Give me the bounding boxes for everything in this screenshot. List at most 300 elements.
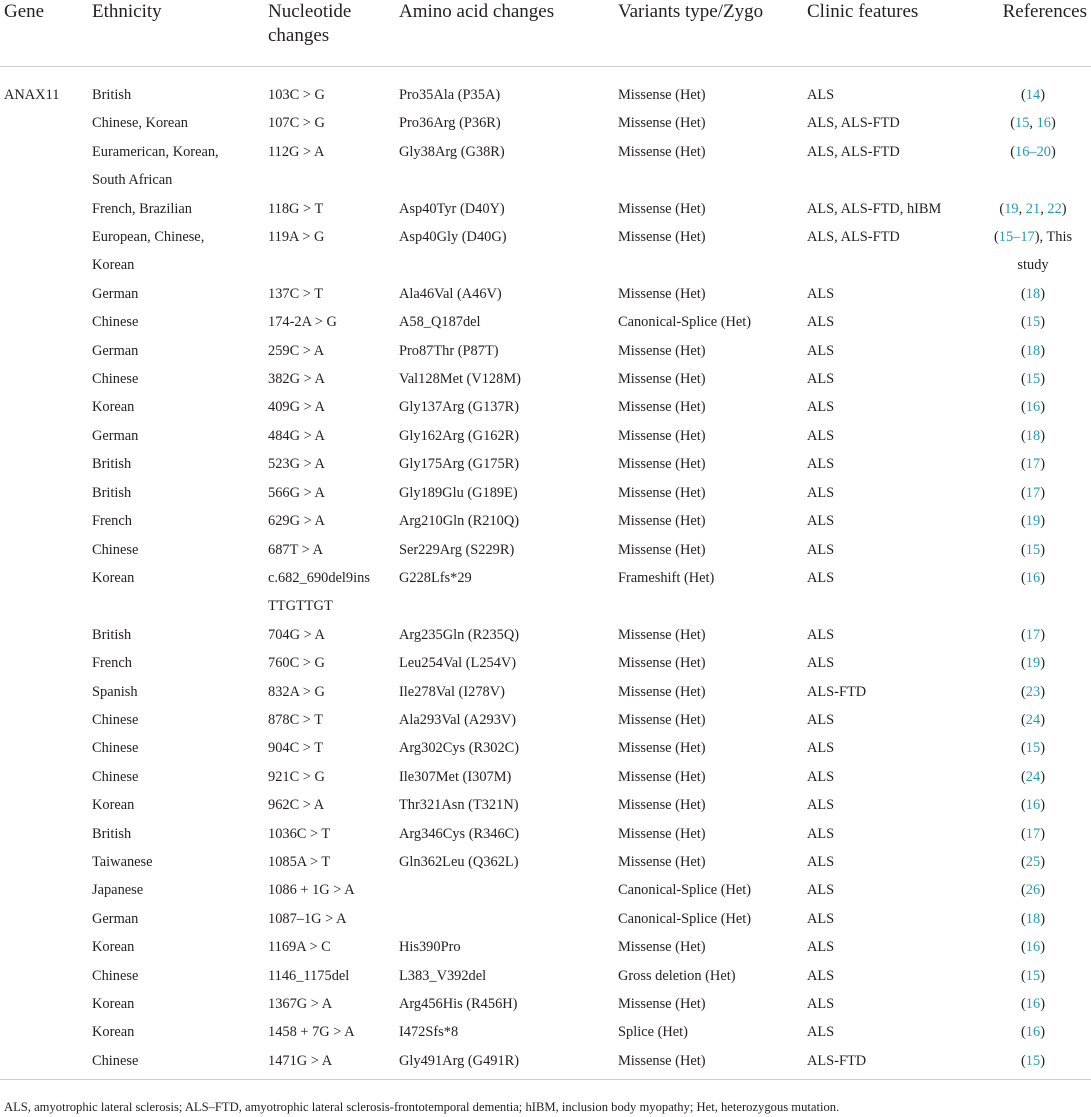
cell-gene (0, 791, 88, 819)
reference-link[interactable]: 14 (1025, 87, 1041, 103)
cell-line: Chinese (92, 1052, 139, 1069)
cell-line: Korean (92, 996, 135, 1012)
table-row (0, 706, 1091, 734)
cell-amino-acid: Arg456His (R456H) (399, 996, 518, 1012)
cell-nucleotide (264, 876, 395, 904)
cell-clinic: ALS (807, 456, 835, 473)
reference-link[interactable]: 15 (1025, 541, 1041, 558)
cell-clinic: ALS (807, 541, 835, 558)
reference-text: ) (1040, 853, 1045, 870)
reference-link[interactable]: 17 (1025, 456, 1041, 473)
cell-clinic: ALS (807, 740, 835, 757)
reference-link[interactable]: 19 (1025, 655, 1041, 672)
cell-line: Korean (92, 797, 135, 814)
reference-link[interactable]: 15 (1025, 371, 1041, 388)
reference-text: ) (1061, 200, 1067, 217)
cell-gene (0, 280, 88, 308)
cell-ethnicity (88, 1018, 264, 1046)
cell-ethnicity (88, 67, 264, 110)
cell-amino-acid: Asp40Tyr (D40Y) (399, 200, 505, 217)
cell-variant-type: Missense (Het) (618, 371, 706, 388)
cell-amino-acid (395, 876, 614, 904)
reference-link[interactable]: 26 (1025, 882, 1041, 899)
reference-text: , (1029, 115, 1037, 132)
reference-text: ( (1021, 87, 1026, 103)
cell-line: 118G > T (268, 200, 324, 217)
reference-text: ) (1040, 541, 1045, 558)
cell-clinic: ALS (807, 967, 835, 984)
table-row (0, 678, 1091, 706)
cell-variant-type: Canonical-Splice (Het) (618, 882, 752, 899)
cell-variant-type: Missense (Het) (618, 740, 706, 757)
cell-clinic: ALS (807, 910, 835, 927)
reference-text: ) (1040, 910, 1045, 927)
cell-line: Chinese (92, 541, 139, 558)
reference-link[interactable]: 18 (1025, 285, 1041, 302)
reference-link[interactable]: 22 (1047, 200, 1062, 217)
cell-gene (0, 536, 88, 564)
cell-ethnicity (88, 479, 264, 507)
reference-text: ( (1021, 711, 1026, 728)
cell-line: British (92, 87, 132, 103)
cell-line: South African (92, 172, 173, 189)
cell-amino-acid: Arg235Gln (R235Q) (399, 626, 520, 643)
cell-clinic: ALS-FTD (803, 1047, 975, 1080)
reference-text: ( (1021, 683, 1026, 700)
reference-link[interactable]: 16 (1025, 797, 1041, 814)
cell-line: Korean (92, 569, 135, 586)
cell-nucleotide (264, 280, 395, 308)
reference-link[interactable]: 16 (1036, 115, 1051, 132)
cell-ethnicity (88, 393, 264, 421)
cell-line: 409G > A (268, 399, 325, 416)
cell-ethnicity (88, 450, 264, 478)
cell-references (975, 990, 1091, 1018)
cell-clinic: ALS (807, 285, 835, 302)
cell-clinic: ALS (807, 314, 835, 331)
cell-amino-acid: Val128Met (V128M) (399, 371, 521, 388)
table-row (0, 848, 1091, 876)
reference-text: ) (1040, 371, 1045, 388)
cell-amino-acid: A58_Q187del (399, 314, 481, 331)
reference-text: ( (1021, 939, 1026, 956)
cell-amino-acid: Gly175Arg (G175R) (399, 456, 520, 473)
cell-references (975, 280, 1091, 308)
cell-amino-acid: Pro36Arg (P36R) (399, 115, 501, 132)
cell-nucleotide (264, 393, 395, 421)
cell-ethnicity (88, 990, 264, 1018)
cell-line: 962C > A (268, 797, 325, 814)
cell-nucleotide (264, 905, 395, 933)
cell-amino-acid: Gln362Leu (Q362L) (399, 853, 519, 870)
reference-text: ) (1040, 1024, 1045, 1041)
reference-link[interactable]: 18 (1025, 427, 1041, 444)
reference-link[interactable]: 25 (1025, 853, 1041, 870)
reference-link[interactable]: 15 (1025, 1052, 1041, 1069)
cell-line: Chinese (92, 967, 139, 984)
table-row (0, 393, 1091, 421)
cell-nucleotide (264, 933, 395, 961)
reference-text: ( (993, 229, 999, 246)
cell-amino-acid: Gly162Arg (G162R) (399, 427, 520, 444)
cell-gene (0, 422, 88, 450)
reference-link[interactable]: 16 (1025, 399, 1041, 416)
cell-nucleotide (264, 450, 395, 478)
reference-text: ) (1040, 740, 1045, 757)
cell-nucleotide (264, 734, 395, 762)
reference-link[interactable]: 16 (1025, 1024, 1041, 1041)
cell-gene (0, 763, 88, 791)
table-row (0, 933, 1091, 961)
cell-variant-type: Missense (Het) (614, 1047, 803, 1080)
cell-clinic: ALS (807, 939, 835, 956)
cell-gene (0, 365, 88, 393)
table-row (0, 507, 1091, 535)
cell-amino-acid: Arg302Cys (R302C) (399, 740, 520, 757)
reference-text: ) (1040, 513, 1045, 530)
cell-references (975, 905, 1091, 933)
table-row (0, 905, 1091, 933)
reference-text: ( (1021, 768, 1026, 785)
cell-amino-acid: Pro35Ala (P35A) (399, 87, 501, 103)
cell-gene (0, 848, 88, 876)
cell-variant-type: Missense (Het) (618, 825, 706, 842)
cell-line: 1169A > C (268, 939, 331, 956)
reference-link[interactable]: 19 (1004, 200, 1019, 217)
cell-line: TTGTTGT (268, 598, 333, 615)
reference-text: ( (1021, 655, 1026, 672)
reference-link[interactable]: 15 (1015, 115, 1030, 132)
cell-clinic: ALS, ALS-FTD (807, 229, 900, 246)
reference-text: ) (1040, 427, 1045, 444)
cell-amino-acid (395, 905, 614, 933)
table-row (0, 223, 1091, 280)
reference-text: ( (999, 200, 1005, 217)
cell-nucleotide (264, 678, 395, 706)
cell-line: French, Brazilian (92, 200, 192, 217)
reference-link[interactable]: 18 (1025, 910, 1041, 927)
reference-text: ( (1021, 1024, 1026, 1041)
cell-references (975, 791, 1091, 819)
cell-gene (0, 393, 88, 421)
cell-clinic: ALS (807, 87, 835, 103)
cell-amino-acid: Ser229Arg (S229R) (399, 541, 515, 558)
cell-references (975, 109, 1091, 137)
reference-text: ( (1021, 740, 1026, 757)
cell-gene (0, 109, 88, 137)
cell-line: 174-2A > G (268, 314, 337, 331)
cell-clinic: ALS (807, 996, 835, 1012)
cell-ethnicity (88, 734, 264, 762)
cell-references (975, 848, 1091, 876)
table-row (0, 337, 1091, 365)
cell-references (975, 649, 1091, 677)
cell-gene (0, 706, 88, 734)
cell-line: 259C > A (268, 342, 325, 359)
reference-text: ( (1021, 797, 1026, 814)
cell-line: Korean (92, 1024, 135, 1041)
cell-clinic: ALS, ALS-FTD, hIBM (807, 200, 942, 217)
cell-line: 760C > G (268, 655, 325, 672)
reference-link[interactable]: 24 (1025, 711, 1041, 728)
reference-text: ) (1040, 484, 1045, 501)
table-row (0, 876, 1091, 904)
cell-references (975, 450, 1091, 478)
reference-text: ) (1040, 342, 1045, 359)
table-row (0, 195, 1091, 223)
cell-references (975, 1018, 1091, 1046)
cell-line: 119A > G (268, 229, 325, 246)
cell-gene (0, 905, 88, 933)
cell-clinic: ALS (807, 427, 835, 444)
table-row (0, 990, 1091, 1018)
cell-clinic: ALS (807, 371, 835, 388)
reference-text: ( (1021, 825, 1026, 842)
cell-line: 523G > A (268, 456, 325, 473)
cell-ethnicity (88, 536, 264, 564)
reference-text: ( (1021, 484, 1026, 501)
cell-line: 1367G > A (268, 996, 333, 1012)
reference-text: ) (1040, 626, 1045, 643)
table-row (0, 536, 1091, 564)
reference-link[interactable]: 15 (1025, 314, 1041, 331)
reference-text: ) (1040, 825, 1045, 842)
reference-text: ) (1040, 797, 1045, 814)
table-header-row (0, 0, 1091, 67)
cell-line: French (92, 655, 132, 672)
cell-references (975, 706, 1091, 734)
reference-link[interactable]: 19 (1025, 513, 1041, 530)
cell-gene (0, 195, 88, 223)
reference-link[interactable]: 17 (1025, 626, 1041, 643)
cell-clinic: ALS (807, 569, 835, 586)
cell-nucleotide (264, 1018, 395, 1046)
reference-text: ) (1040, 569, 1045, 586)
header-amino-acid-changes: Amino acid changes (395, 0, 614, 67)
cell-line: 382G > A (268, 371, 325, 388)
cell-clinic: ALS (807, 1024, 835, 1041)
cell-ethnicity (88, 308, 264, 336)
cell-line: 137C > T (268, 285, 324, 302)
header-clinic-features: Clinic features (803, 0, 975, 67)
cell-line: French (92, 513, 132, 530)
reference-text: ( (1021, 910, 1026, 927)
table-row (0, 763, 1091, 791)
cell-references (975, 536, 1091, 564)
cell-line: 904C > T (268, 740, 324, 757)
cell-ethnicity (88, 876, 264, 904)
cell-references (975, 621, 1091, 649)
table-row (0, 308, 1091, 336)
cell-amino-acid: Pro87Thr (P87T) (399, 342, 499, 359)
reference-link[interactable]: 15 (1025, 967, 1041, 984)
cell-references (975, 507, 1091, 535)
cell-ethnicity (88, 621, 264, 649)
cell-variant-type: Missense (Het) (618, 143, 706, 160)
reference-text: ) (1040, 285, 1045, 302)
reference-text: ( (1021, 342, 1026, 359)
cell-line: c.682_690del9ins (268, 569, 370, 586)
cell-nucleotide (264, 422, 395, 450)
cell-amino-acid: Gly137Arg (G137R) (399, 399, 520, 416)
table-row (0, 791, 1091, 819)
reference-text: ) (1040, 399, 1045, 416)
table-row (0, 820, 1091, 848)
cell-references (975, 479, 1091, 507)
cell-gene (0, 308, 88, 336)
cell-gene (0, 67, 88, 110)
cell-references (975, 223, 1091, 280)
reference-text: , (1018, 200, 1026, 217)
cell-variant-type: Frameshift (Het) (618, 569, 715, 586)
cell-gene (0, 734, 88, 762)
cell-clinic: ALS (807, 399, 835, 416)
reference-text: ) (1040, 939, 1045, 956)
cell-gene (0, 990, 88, 1018)
cell-variant-type: Missense (Het) (618, 626, 706, 643)
table-row (0, 280, 1091, 308)
cell-ethnicity (88, 507, 264, 535)
reference-link[interactable]: 16–20 (1015, 143, 1051, 160)
cell-references (975, 763, 1091, 791)
cell-line: 1086 + 1G > A (268, 882, 355, 899)
cell-references (975, 393, 1091, 421)
cell-line: 1085A > T (268, 853, 331, 870)
cell-references (975, 678, 1091, 706)
header-ethnicity: Ethnicity (88, 0, 264, 67)
cell-variant-type: Missense (Het) (618, 655, 706, 672)
cell-clinic: ALS-FTD (807, 683, 867, 700)
cell-references (975, 820, 1091, 848)
reference-text: ) (1040, 1052, 1045, 1069)
cell-amino-acid: Ile278Val (I278V) (399, 683, 505, 700)
reference-text: ( (1021, 399, 1026, 416)
cell-nucleotide (264, 479, 395, 507)
reference-link[interactable]: 16 (1025, 939, 1041, 956)
cell-gene (0, 337, 88, 365)
cell-line: 1458 + 7G > A (268, 1024, 355, 1041)
cell-ethnicity (88, 649, 264, 677)
cell-variant-type: Missense (Het) (618, 541, 706, 558)
reference-link[interactable]: 17 (1025, 825, 1041, 842)
cell-line: 1471G > A (268, 1052, 333, 1069)
cell-line: Spanish (92, 683, 138, 700)
reference-link[interactable]: 15 (1025, 740, 1041, 757)
cell-line: British (92, 626, 132, 643)
cell-gene (0, 564, 88, 621)
cell-line: German (92, 427, 139, 444)
cell-clinic: ALS (807, 882, 835, 899)
cell-nucleotide (264, 308, 395, 336)
cell-amino-acid: Asp40Gly (D40G) (399, 229, 507, 246)
cell-ethnicity (88, 564, 264, 621)
cell-references (975, 138, 1091, 195)
reference-link[interactable]: 21 (1025, 200, 1041, 217)
cell-ethnicity (88, 109, 264, 137)
cell-variant-type: Missense (Het) (618, 285, 706, 302)
table-row (0, 479, 1091, 507)
cell-ethnicity (88, 820, 264, 848)
cell-nucleotide (264, 763, 395, 791)
cell-references (975, 876, 1091, 904)
reference-text: ( (1021, 882, 1026, 899)
cell-variant-type: Missense (Het) (618, 768, 706, 785)
cell-variant-type: Missense (Het) (618, 711, 706, 728)
cell-clinic: ALS (807, 626, 835, 643)
cell-nucleotide (264, 791, 395, 819)
cell-amino-acid: His390Pro (399, 939, 461, 956)
cell-ethnicity (88, 706, 264, 734)
cell-nucleotide (264, 365, 395, 393)
reference-text: ( (1021, 314, 1026, 331)
cell-references (975, 337, 1091, 365)
cell-nucleotide (264, 848, 395, 876)
reference-link[interactable]: 18 (1025, 342, 1041, 359)
cell-amino-acid: G228Lfs*29 (399, 569, 472, 586)
cell-line: 704G > A (268, 626, 325, 643)
cell-ethnicity (88, 848, 264, 876)
cell-references (975, 67, 1091, 110)
reference-text: ) (1040, 967, 1045, 984)
reference-text: ) (1040, 882, 1045, 899)
cell-line: 107C > G (268, 115, 325, 132)
cell-variant-type: Missense (Het) (618, 797, 706, 814)
reference-link[interactable]: 24 (1025, 768, 1041, 785)
cell-ethnicity (88, 280, 264, 308)
cell-nucleotide (264, 962, 395, 990)
table-footnote: ALS, amyotrophic lateral sclerosis; ALS–FTD, amyotrophic lateral sclerosis-frontotemporal dementia; hIBM, inclusion body myopathy; Het, heterozygous mutation. (4, 1100, 840, 1114)
cell-clinic: ALS (807, 853, 835, 870)
reference-link[interactable]: 16 (1025, 569, 1041, 586)
cell-line: Chinese (92, 740, 139, 757)
cell-line: 878C > T (268, 711, 324, 728)
cell-references (975, 422, 1091, 450)
cell-line: 566G > A (268, 484, 325, 501)
cell-clinic: ALS (807, 825, 835, 842)
cell-nucleotide (264, 67, 395, 110)
reference-link[interactable]: 23 (1025, 683, 1041, 700)
cell-variant-type: Missense (Het) (618, 87, 706, 103)
table-body (0, 67, 1091, 1080)
reference-link[interactable]: 15–17 (998, 229, 1035, 246)
cell-amino-acid: Ala293Val (A293V) (399, 711, 517, 728)
reference-text: ( (1021, 996, 1026, 1012)
cell-amino-acid: Gly189Glu (G189E) (399, 484, 518, 501)
table-row (0, 649, 1091, 677)
cell-nucleotide (264, 990, 395, 1018)
cell-variant-type: Missense (Het) (618, 399, 706, 416)
header-references: References (975, 0, 1091, 67)
cell-clinic: ALS, ALS-FTD (807, 115, 900, 132)
cell-ethnicity (88, 365, 264, 393)
table-row (0, 621, 1091, 649)
table-row (0, 1018, 1091, 1046)
cell-ethnicity (88, 763, 264, 791)
cell-line: Taiwanese (92, 853, 153, 870)
table-row (0, 734, 1091, 762)
cell-line: Korean (92, 257, 135, 274)
reference-text: ( (1021, 1052, 1026, 1069)
reference-link[interactable]: 17 (1025, 484, 1041, 501)
reference-text: ( (1021, 456, 1026, 473)
cell-nucleotide (264, 621, 395, 649)
cell-line: Chinese (92, 314, 139, 331)
cell-nucleotide (264, 223, 395, 280)
reference-link[interactable]: 16 (1025, 996, 1041, 1012)
cell-line: Korean (92, 399, 135, 416)
cell-line: 112G > A (268, 143, 325, 160)
cell-references (975, 564, 1091, 621)
